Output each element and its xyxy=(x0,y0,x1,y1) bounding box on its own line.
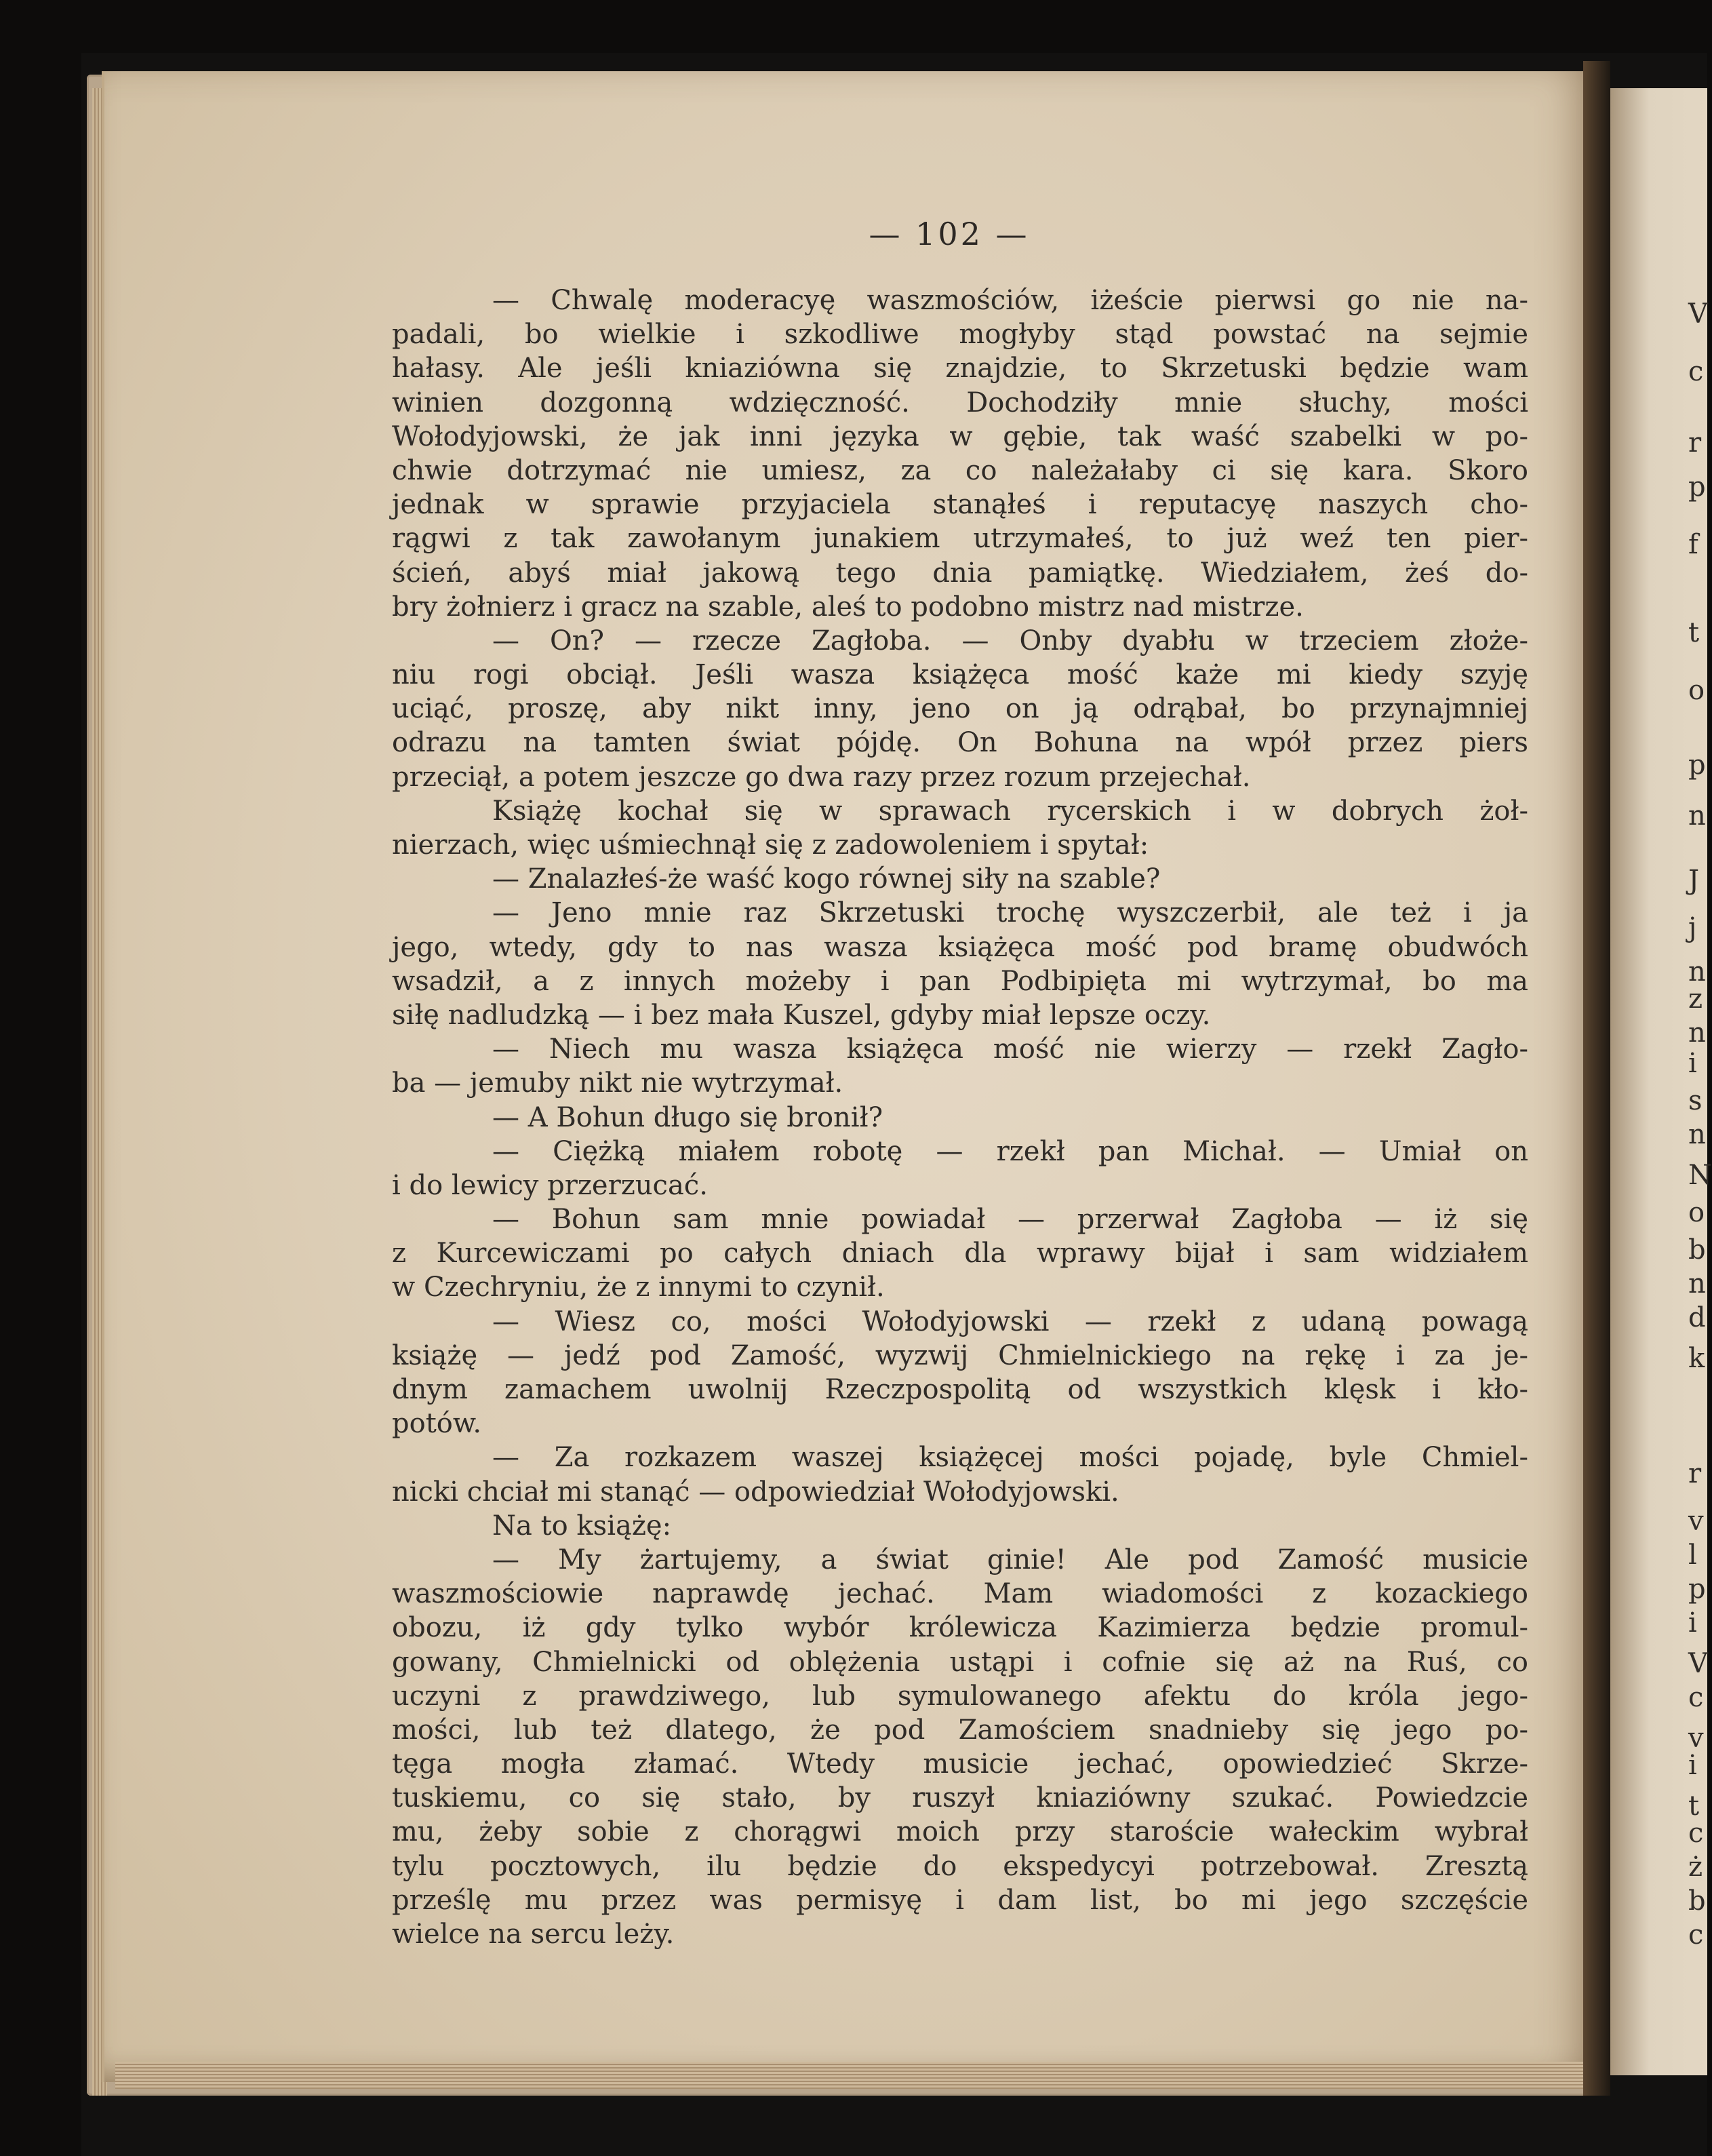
next-page-letter: n xyxy=(1688,1268,1706,1299)
text-line: i do lewicy przerzucać. xyxy=(392,1169,708,1201)
text-line: potów. xyxy=(392,1408,482,1440)
next-page-letter: b xyxy=(1688,1234,1706,1266)
text-line: nierzach, więc uśmiechnął się z zadowoleniem i spytał: xyxy=(392,829,1149,861)
next-page-letter: n xyxy=(1688,956,1706,987)
text-line: tylu pocztowych, ilu będzie do ekspedycyi potrzebował. Zresztą xyxy=(392,1850,1528,1882)
text-line: uciąć, proszę, aby nikt inny, jeno on ją odrąbał, bo przynajmniej xyxy=(392,693,1528,725)
text-line: — Chwalę moderacyę waszmościów, iżeście pierwsi go nie na- xyxy=(492,285,1528,316)
next-page-letter: ż xyxy=(1688,1851,1703,1883)
text-line: książę — jedź pod Zamość, wyzwij Chmielnickiego na rękę i za je- xyxy=(392,1339,1528,1371)
next-page-letter: n xyxy=(1688,800,1706,831)
next-page-letter: d xyxy=(1688,1302,1706,1333)
text-line: wsadził, a z innych możeby i pan Podbipięta mi wytrzymał, bo ma xyxy=(392,965,1528,997)
text-line: hałasy. Ale jeśli kniaziówna się znajdzie, to Skrzetuski będzie wam xyxy=(392,353,1528,385)
text-line: padali, bo wielkie i szkodliwe mogłyby stąd powstać na sejmie xyxy=(392,319,1528,351)
text-line: chwie dotrzymać nie umiesz, za co należałaby ci się kara. Skoro xyxy=(392,454,1528,486)
text-line: tęga mogła złamać. Wtedy musicie jechać, opowiedzieć Skrze- xyxy=(392,1748,1528,1780)
text-line: — Ciężką miałem robotę — rzekł pan Michał. — Umiał on xyxy=(492,1135,1528,1167)
text-line: Książę kochał się w sprawach rycerskich i w dobrych żoł- xyxy=(492,795,1528,827)
text-line: z Kurcewiczami po całych dniach dla wprawy bijał i sam widziałem xyxy=(392,1238,1528,1270)
next-page-letter: N xyxy=(1688,1160,1712,1191)
text-line: bry żołnierz i gracz na szable, aleś to podobno mistrz nad mistrze. xyxy=(392,591,1304,623)
next-page-letter: o xyxy=(1688,1197,1705,1228)
next-page-letter: s xyxy=(1688,1085,1703,1116)
text-line: — Bohun sam mnie powiadał — przerwał Zagłoba — iż się xyxy=(492,1204,1528,1236)
text-line: niu rogi obciął. Jeśli wasza książęca mość każe mi kiedy szyję xyxy=(392,659,1528,691)
text-line: — Wiesz co, mości Wołodyjowski — rzekł z udaną powagą xyxy=(492,1306,1528,1337)
text-line: Na to książę: xyxy=(492,1510,672,1542)
next-page-letter: v xyxy=(1688,1723,1704,1754)
next-page-letter: r xyxy=(1688,1458,1702,1489)
next-page-letter: p xyxy=(1688,1573,1706,1605)
next-page-letter: p xyxy=(1688,471,1706,503)
text-line: wielce na sercu leży. xyxy=(392,1919,675,1950)
text-line: rągwi z tak zawołanym junakiem utrzymałeś, to już weź ten pier- xyxy=(392,523,1528,555)
text-line: mości, lub też dlatego, że pod Zamościem snadnieby się jego po- xyxy=(392,1714,1528,1746)
next-page-letter: c xyxy=(1688,1682,1704,1713)
next-page-letter: c xyxy=(1688,1919,1704,1951)
next-page-letter: n xyxy=(1688,1119,1706,1150)
next-page-letter: o xyxy=(1688,675,1705,706)
text-line: ścień, abyś miał jakową tego dnia pamiątkę. Wiedziałem, żeś do- xyxy=(392,557,1528,589)
next-page-letter: c xyxy=(1688,356,1704,387)
next-page-letter: b xyxy=(1688,1885,1706,1917)
next-page-letter: V xyxy=(1688,1648,1708,1679)
text-line: waszmościowie naprawdę jechać. Mam wiadomości z kozackiego xyxy=(392,1578,1528,1610)
text-line: prześlę mu przez was permisyę i dam list, bo mi jego szczęście xyxy=(392,1884,1528,1916)
next-page-letter: i xyxy=(1688,1607,1697,1639)
page-number: — 102 — xyxy=(869,216,1030,252)
text-line: — Niech mu wasza książęca mość nie wierzy — rzekł Zagło- xyxy=(492,1034,1528,1065)
next-page-letter: r xyxy=(1688,427,1702,458)
text-line: — Jeno mnie raz Skrzetuski trochę wyszczerbił, ale też i ja xyxy=(492,897,1528,929)
text-line: przeciął, a potem jeszcze go dwa razy przez rozum przejechał. xyxy=(392,761,1251,793)
text-line: — My żartujemy, a świat ginie! Ale pod Zamość musicie xyxy=(492,1544,1528,1575)
next-page-letter: v xyxy=(1688,1506,1704,1537)
text-line: — A Bohun długo się bronił? xyxy=(492,1101,883,1133)
next-page-letter: j xyxy=(1688,912,1697,943)
text-line: w Czechryniu, że z innymi to czynił. xyxy=(392,1272,885,1304)
text-line: uczyni z prawdziwego, lub symulowanego afektu do króla jego- xyxy=(392,1680,1528,1712)
next-page-letter: k xyxy=(1688,1343,1705,1374)
page-text xyxy=(392,283,1528,1951)
text-line: obozu, iż gdy tylko wybór królewicza Kazimierza będzie promul- xyxy=(392,1612,1528,1644)
text-line: ba — jemuby nikt nie wytrzymał. xyxy=(392,1067,843,1099)
next-page-letter: z xyxy=(1688,983,1703,1015)
next-page-letter: i xyxy=(1688,1048,1697,1079)
next-page-letter: J xyxy=(1688,865,1700,896)
bottom-page-edges xyxy=(115,2062,1583,2089)
text-line: siłę nadludzką — i bez mała Kuszel, gdyby miał lepsze oczy. xyxy=(392,999,1211,1031)
text-line: odrazu na tamten świat pójdę. On Bohuna na wpół przez piers xyxy=(392,727,1528,759)
text-line: Wołodyjowski, że jak inni języka w gębie, tak waść szabelki w po- xyxy=(392,420,1528,452)
next-page-letter: p xyxy=(1688,749,1706,781)
text-line: nicki chciał mi stanąć — odpowiedział Wołodyjowski. xyxy=(392,1476,1119,1508)
text-line: gowany, Chmielnicki od oblężenia ustąpi i cofnie się aż na Ruś, co xyxy=(392,1646,1528,1678)
next-page-letter: l xyxy=(1688,1540,1697,1571)
next-page-letter: t xyxy=(1688,617,1700,648)
next-page-letter: t xyxy=(1688,1790,1700,1822)
next-page-letter: V xyxy=(1688,298,1708,330)
next-page-letter: f xyxy=(1688,529,1698,560)
next-page-letter: n xyxy=(1688,1017,1706,1048)
book-gutter xyxy=(1583,61,1610,2096)
text-line: dnym zamachem uwolnij Rzeczpospolitą od wszystkich klęsk i kło- xyxy=(392,1374,1528,1405)
text-line: mu, żeby sobie z chorągwi moich przy staroście wałeckim wybrał xyxy=(392,1816,1528,1848)
text-line: jego, wtedy, gdy to nas wasza książęca mość pod bramę obudwóch xyxy=(392,931,1528,963)
text-line: winien dozgonną wdzięczność. Dochodziły mnie słuchy, mości xyxy=(392,387,1528,418)
next-page-letter: i xyxy=(1688,1750,1697,1781)
text-line: — Za rozkazem waszej książęcej mości pojadę, byle Chmiel- xyxy=(492,1442,1528,1474)
text-line: — On? — rzecze Zagłoba. — Onby dyabłu w trzeciem złoże- xyxy=(492,625,1528,656)
text-line: jednak w sprawie przyjaciela stanąłeś i reputacyę naszych cho- xyxy=(392,489,1528,521)
next-page-letter: c xyxy=(1688,1818,1704,1849)
text-line: — Znalazłeś-że waść kogo równej siły na szable? xyxy=(492,863,1161,895)
text-line: tuskiemu, co się stało, by ruszył kniaziówny szukać. Powiedzcie xyxy=(392,1782,1528,1814)
